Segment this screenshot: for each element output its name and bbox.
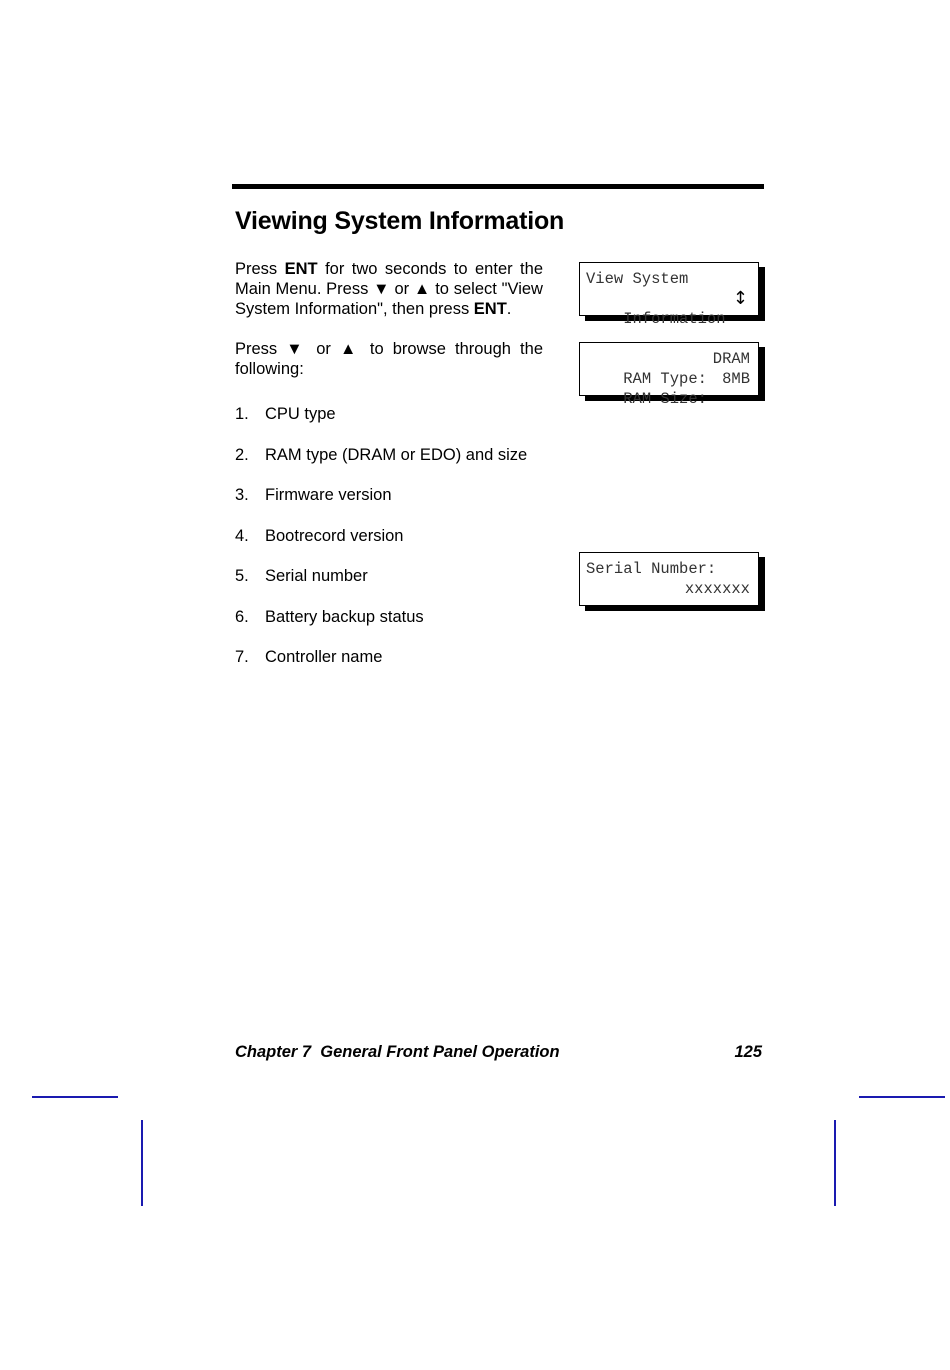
browse-line-1: Press ▼ or ▲ to browse through the	[235, 340, 543, 358]
lcd-ram-info	[579, 342, 759, 408]
down-arrow-icon: ▼	[286, 340, 308, 358]
crop-mark	[32, 1096, 118, 1098]
up-arrow-icon: ▲	[413, 280, 431, 298]
crop-mark	[834, 1120, 836, 1206]
browse-line-2: following:	[235, 360, 304, 378]
ram-type-label: RAM Type:	[623, 370, 707, 388]
lcd-line-2: Information ↕	[623, 288, 748, 328]
down-arrow-icon: ▼	[373, 280, 390, 298]
top-rule	[232, 184, 764, 189]
crop-mark	[859, 1096, 945, 1098]
footer-page-number: 125	[734, 1043, 762, 1061]
intro-line-1: Press ENT for two seconds to enter the	[235, 260, 543, 278]
lcd-serial-number	[579, 552, 759, 606]
intro-line-2: Main Menu. Press ▼ or ▲ to select "View	[235, 280, 543, 298]
ram-size-label: RAM Size:	[623, 390, 707, 408]
intro-paragraph	[235, 259, 543, 319]
serial-number-row	[586, 579, 750, 599]
crop-mark	[141, 1120, 143, 1206]
up-down-arrow-icon: ↕	[732, 288, 748, 309]
browse-paragraph	[235, 339, 543, 379]
up-arrow-icon: ▲	[339, 340, 361, 358]
lcd-line-1: View System	[586, 270, 689, 288]
page-title: Viewing System Information	[235, 207, 565, 235]
footer-chapter: Chapter 7 General Front Panel Operation	[235, 1043, 560, 1061]
intro-line-3: System Information", then press ENT.	[235, 300, 512, 318]
serial-number-label: Serial Number:	[586, 560, 717, 578]
ram-size-value: 8MB	[722, 370, 750, 388]
serial-number-value: xxxxxxx	[684, 580, 750, 598]
lcd-ram-size-row	[586, 369, 750, 408]
lcd-view-system-information	[579, 262, 759, 328]
ram-type-value: DRAM	[712, 350, 750, 368]
